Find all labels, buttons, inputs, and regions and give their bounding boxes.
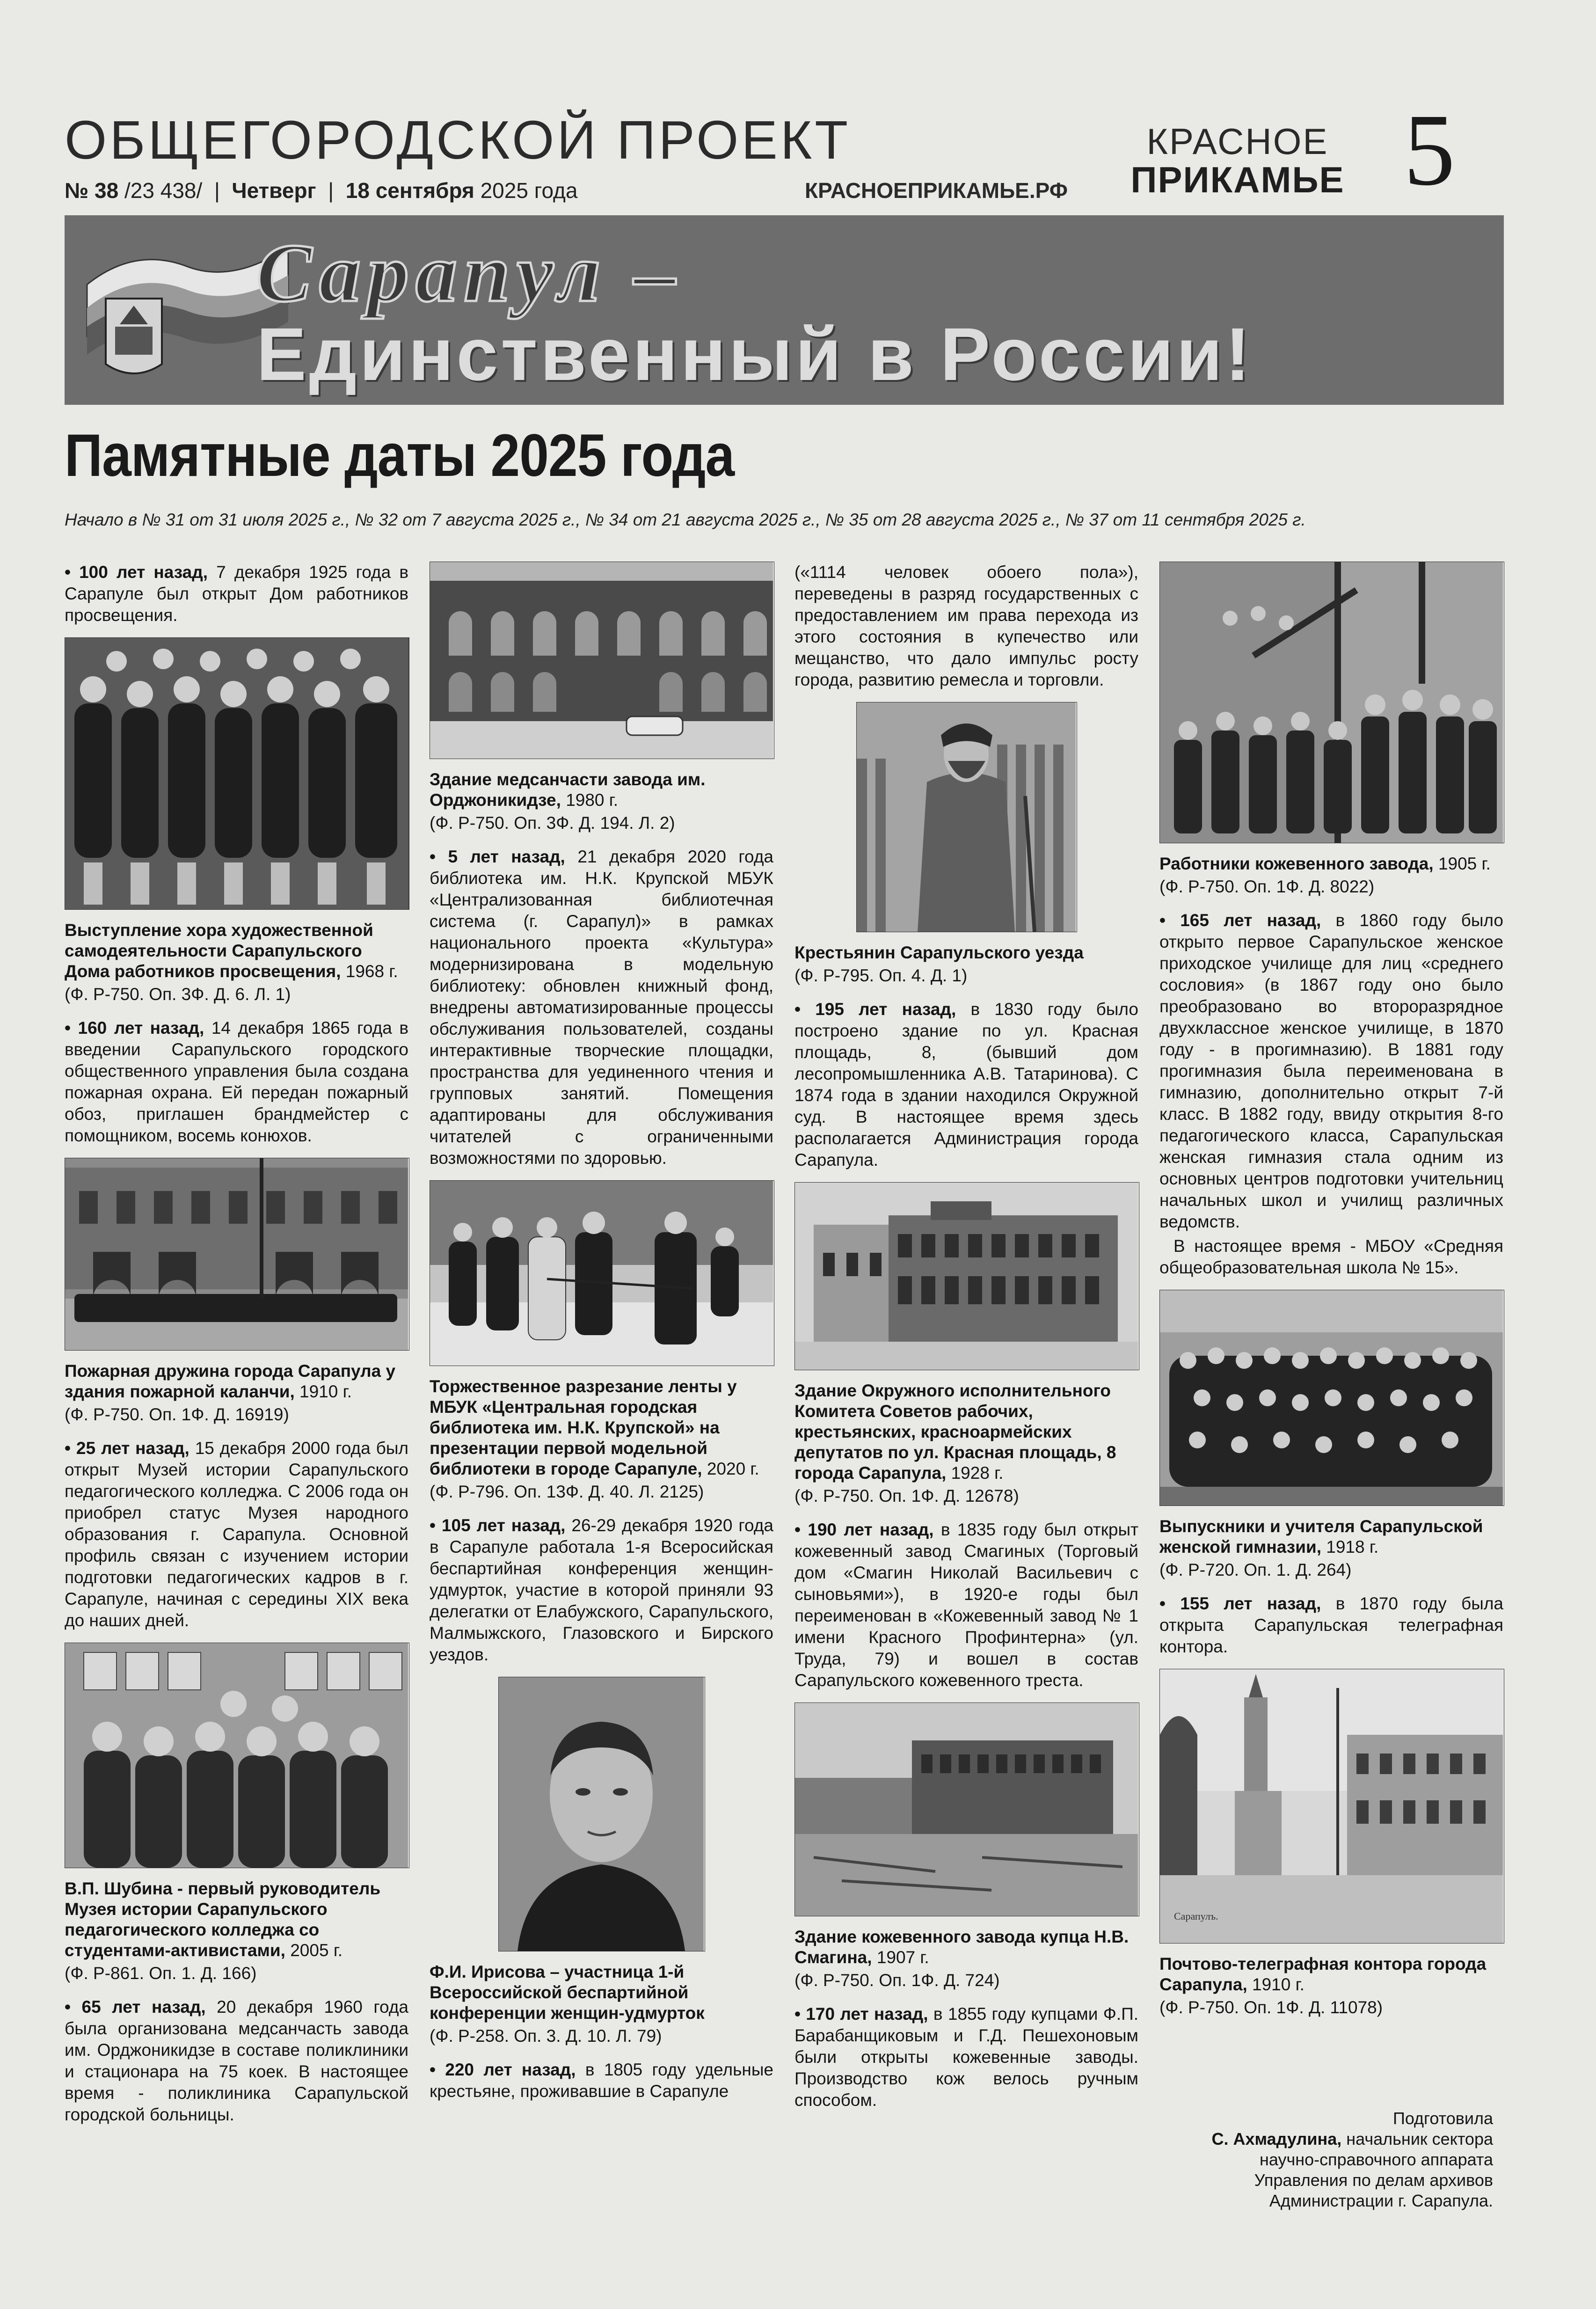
archive-reference: (Ф. Р-795. Оп. 4. Д. 1) [794,966,968,985]
museum-photo [65,1643,409,1868]
medical-unit-building-photo [430,562,774,759]
item-lead: 65 лет назад, [81,1997,206,2017]
article-headline: Памятные даты 2025 года [65,422,735,489]
section-title: ОБЩЕГОРОДСКОЙ ПРОЕКТ [65,110,851,170]
divider: | [322,178,340,203]
site-url[interactable]: КРАСНОЕПРИКАМЬЕ.РФ [805,178,1068,203]
photo-caption [1159,854,1503,874]
archive-reference: (Ф. Р-750. Оп. 1Ф. Д. 11078) [1159,1998,1383,2017]
item-text: 21 декабря 2020 года библиотека им. Н.К. Крупской МБУК «Централизованная библиотечная система (г. Сарапул)» в рамках национального проекта «Культура» модернизирована в модельную библиотеку: обновлен книжный фонд, внедрены автоматизированные процессы обслуживания пользователей, созданы интерактивные творческие площадки, пространства для уединенного чтения и групповых занятий. Помещения адаптированы для обслуживания читателей с ограниченными возможностями по здоровью. [430,847,773,1168]
choir-photo [65,637,409,910]
credit-role: начальник сектора научно-справочного аппарата Управления по делам архивов Администрации г. Сарапула. [1254,2129,1493,2210]
archive-reference: (Ф. Р-750. Оп. 3Ф. Д. 194. Л. 2) [430,813,675,833]
item-text: в 1855 году купцами Ф.П. Барабанщиковым и Г.Д. Пешехоновым были открыты кожевенные заводы. Производство кож велось ручным способом. [794,2004,1139,2110]
caption-text: Работники кожевенного завода, [1159,854,1434,873]
caption-year: 1918 г. [1326,1537,1379,1556]
item-text: 7 декабря 1925 года в Сарапуле был открыт Дом работников просвещения. [65,563,409,625]
caption-year: 1910 г. [299,1382,352,1401]
item-lead: 195 лет назад, [815,1000,956,1019]
photo-caption [794,1381,1138,1483]
photo-caption [430,1376,773,1479]
photo-caption [65,1878,408,1961]
caption-year: 1907 г. [876,1948,929,1967]
column-2 [430,562,773,2113]
telegraph-office-photo [1159,1669,1504,1944]
author-credit [1166,2108,1493,2211]
issue-year: 2025 года [480,178,578,203]
caption-text: Здание Окружного исполнительного Комитета Советов рабочих, крестьянских, красноармейских депутатов по ул. Красная площадь, 8 города Сарапула, [794,1381,1116,1483]
item-lead: 165 лет назад, [1180,911,1321,930]
photo-caption [65,1361,408,1402]
date-item [430,1515,773,1666]
date-item [794,999,1138,1171]
caption-text: В.П. Шубина - первый руководитель Музея истории Сарапульского педагогического колледжа со студентами-активистами, [65,1879,381,1960]
archive-reference: (Ф. Р-750. Оп. 1Ф. Д. 12678) [794,1486,1019,1505]
column-3 [794,562,1138,2122]
fire-brigade-photo [65,1158,409,1351]
continued-text: («1114 человек обоего пола»), переведены в разряд государственных с предоставлением им права перехода из этого состояния в купечество или мещанство, что дало импульс росту города, развитию ремесла и торговли. [794,563,1138,689]
photo-caption [430,769,773,811]
tannery-building-photo [794,1703,1139,1916]
caption-year: 1928 г. [951,1463,1004,1483]
gymnasium-graduates-photo [1159,1290,1504,1506]
credit-author-line [1166,2129,1493,2211]
item-lead: 220 лет назад, [445,2060,576,2079]
archive-reference: (Ф. Р-720. Оп. 1. Д. 264) [1159,1560,1352,1579]
item-text: 26-29 декабря 1920 года в Сарапуле работала 1-я Всеросийская беспартийная конференция женщин-удмурток, участие в которой приняли 93 делегатки от Елабужского, Сарапульского, Малмыжского, Глазовского и Бирского уездов. [430,1516,773,1664]
item-text: в 1830 году было построено здание по ул. Красная площадь, 8, (бывший дом лесопромышленника А.В. Татаринова). С 1874 года в здании находился Окружной суд. В настоящее время здесь располагается Администрация города Сарапула. [794,1000,1139,1169]
credit-author: С. Ахмадулина, [1211,2129,1342,2148]
item-text: 15 декабря 2000 года был открыт Музей истории Сарапульского педагогического колледжа. С 2006 года он приобрел статус Музея народного образования г. Сарапула. Основной профиль связан с изучением истории подготовки педагогических кадров в г. Сарапуле, начиная с середины XIX века до наших дней. [65,1439,409,1630]
item-text: в 1835 году был открыт кожевенный завод Смагиных (Торговый дом «Смагин Николай Васильевич с сыновьями»), в 1920-е годы был переименован в «Кожевенный завод № 1 имени Красного Профинтерна» (ул. Труда, 79) и вошел в состав Сарапульского кожевенного треста. [794,1520,1139,1690]
item-text: 20 декабря 1960 года была организована медсанчасть завода им. Орджоникидзе в составе поликлиники и стационара на 75 коек. В настоящее время - поликлиника Сарапульской городской больницы. [65,1997,408,2124]
item-lead: 160 лет назад, [78,1018,204,1038]
date-item [794,1519,1138,1691]
photo-caption [1159,1516,1503,1557]
tannery-workers-photo [1159,562,1504,843]
photo-caption [65,920,408,982]
weekday: Четверг [232,178,316,203]
item-text: 14 декабря 1865 года в введении Сарапульского городского общественного управления была создана пожарная охрана. Ей передан пожарный обоз, приглашен брандмейстер с помощником, восемь конюхов. [65,1018,408,1145]
archive-reference: (Ф. Р-861. Оп. 1. Д. 166) [65,1964,257,1983]
item-text: в 1805 году удельные крестьяне, проживавшие в Сарапуле [430,2060,773,2101]
banner-slogan: Единственный в России! [256,312,1253,396]
date-item [794,2003,1138,2111]
item-lead: 100 лет назад, [79,563,208,582]
archive-reference: (Ф. Р-750. Оп. 1Ф. Д. 8022) [1159,877,1375,896]
item-note: В настоящее время - МБОУ «Средняя общеобразовательная школа № 15». [1159,1236,1503,1277]
caption-year: 2020 г. [707,1459,759,1478]
column-1 [65,562,408,2137]
caption-year: 1980 г. [566,790,619,810]
caption-year: 1905 г. [1438,854,1491,873]
issue-total: /23 438/ [124,178,203,203]
date-item [65,1996,408,2126]
archive-reference: (Ф. Р-750. Оп. 1Ф. Д. 724) [794,1971,1000,1990]
date-item [65,1438,408,1631]
issue-line [65,178,577,203]
date-item [1159,1593,1503,1658]
archive-reference: (Ф. Р-796. Оп. 13Ф. Д. 40. Л. 2125) [430,1482,704,1501]
caption-text: Почтово-телеграфная контора города Сарапула, [1159,1954,1487,1994]
issue-number: № 38 [65,178,119,203]
archive-reference: (Ф. Р-750. Оп. 3Ф. Д. 6. Л. 1) [65,985,291,1004]
photo-caption [1159,1954,1503,1995]
divider: | [208,178,226,203]
date-item [65,1017,408,1147]
caption-text: Торжественное разрезание ленты у МБУК «Центральная городская библиотека им. Н.К. Крупской» на презентации первой модельной библиотеки в городе Сарапуле, [430,1377,737,1478]
logo-line-1: КРАСНОЕ [1146,121,1329,162]
date-item [65,562,408,626]
page-number: 5 [1404,93,1455,207]
ribbon-cutting-photo [430,1180,774,1366]
item-lead: 5 лет назад, [448,847,565,866]
logo-line-2: ПРИКАМЬЕ [1130,159,1345,200]
caption-text: Здание кожевенного завода купца Н.В. Смагина, [794,1927,1129,1967]
banner-town-name: Сарапул – [256,227,683,319]
photo-caption: Крестьянин Сарапульского уезда [794,943,1084,962]
item-lead: 190 лет назад, [808,1520,934,1539]
archive-reference: (Ф. Р-258. Оп. 3. Д. 10. Л. 79) [430,2026,662,2046]
column-4 [1159,562,1503,2031]
project-banner [65,215,1504,405]
item-lead: 170 лет назад, [806,2004,928,2024]
item-lead: 155 лет назад, [1180,1594,1321,1613]
photo-inscription: Сарапулъ. [1174,1910,1218,1922]
caption-year: 1968 г. [345,962,398,981]
photo-caption: Ф.И. Ирисова – участница 1-й Всероссийской беспартийной конференции женщин-удмурток [430,1962,705,2023]
caption-text: Выступление хора художественной самодеятельности Сарапульского Дома работников просвещения, [65,921,373,981]
item-lead: 105 лет назад, [441,1516,566,1535]
item-text: в 1870 году была открыта Сарапульская телеграфная контора. [1159,1594,1504,1656]
newspaper-logo [1116,123,1359,202]
caption-text: Здание медсанчасти завода им. Орджоникидзе, [430,770,706,810]
item-lead: 25 лет назад, [76,1439,189,1458]
item-text: в 1860 году было открыто первое Сарапульское женское приходское училище для лиц «среднего сословия» (в 1867 году оно было преобразовано во второразрядное двухклассное женское училище, в 1870 году - в прогимназию). В 1881 году прогимназия была переименована в гимназию, дополнительно открыт 7-й класс. В 1882 году, ввиду открытия 8-го педагогического класса, Сарапульская женская гимназия стала одним из основных центров подготовки учительниц начальных школ и училищ различных ведомств. [1159,911,1504,1231]
caption-year: 2005 г. [290,1941,343,1960]
portrait-photo [498,1677,705,1951]
caption-year: 1910 г. [1252,1975,1304,1994]
archive-reference: (Ф. Р-750. Оп. 1Ф. Д. 16919) [65,1405,289,1424]
caption-text: Выпускники и учителя Сарапульской женской гимназии, [1159,1517,1483,1556]
date-item [430,846,773,1169]
continuation-note: Начало в № 31 от 31 июля 2025 г., № 32 от 7 августа 2025 г., № 34 от 21 августа 2025 г., № 35 от 28 августа 2025 г., № 37 от 11 сентября 2025 г. [65,510,1306,529]
credit-line: Подготовила [1392,2109,1493,2128]
caption-text: Пожарная дружина города Сарапула у здания пожарной каланчи, [65,1361,396,1401]
executive-committee-building-photo [794,1182,1139,1370]
issue-date: 18 сентября [345,178,474,203]
photo-caption [794,1927,1138,1968]
date-item [1159,910,1503,1233]
peasant-photo [856,702,1077,932]
date-item [430,2059,773,2102]
